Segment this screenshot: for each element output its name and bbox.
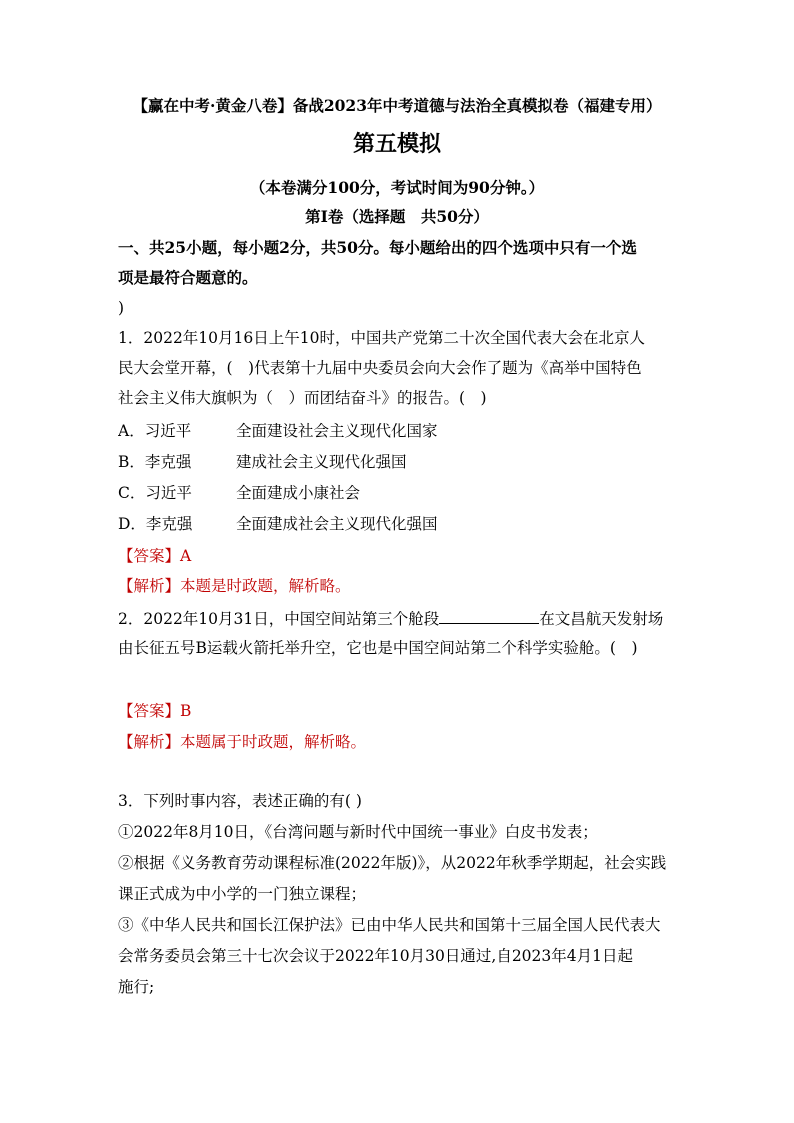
answer-label: 【答案】 (118, 547, 181, 565)
question-1-option-a (118, 421, 678, 441)
series-title: 【赢在中考·黄金八卷】备战2023年中考道德与法治全真模拟卷（福建专用） (132, 96, 662, 115)
answer-value: A (180, 547, 192, 565)
question-1-line2: 民大会堂开幕，( )代表第十九届中央委员会向大会作了题为《高举中国特色 (118, 359, 642, 377)
question-2-analysis (118, 732, 678, 752)
option-letter: D．李克强 (118, 515, 193, 533)
answer-label: 【答案】 (118, 702, 181, 720)
question-1-answer (118, 546, 678, 566)
question-3-line5: ③《中华人民共和国长江保护法》已由中华人民共和国第十三届全国人民代表大 (118, 916, 661, 934)
question-3-line1: 3．下列时事内容，表述正确的有( ) (118, 792, 362, 810)
answer-blank (439, 608, 539, 624)
section-instructions-line1: 一、共25小题，每小题2分，共50分。每小题给出的四个选项中只有一个选 (118, 238, 637, 257)
question-2-answer (118, 701, 678, 721)
question-1-line3: 社会主义伟大旗帜为（ ）而团结奋斗》的报告。( ) (118, 389, 487, 407)
question-3-line2: ①2022年8月10日，《台湾问题与新时代中国统一事业》白皮书发表； (118, 823, 598, 841)
part-title: 第I卷（选择题 共50分） (305, 207, 489, 226)
question-1-option-b (118, 452, 678, 472)
analysis-label: 【解析】 (118, 733, 181, 751)
exam-note: （本卷满分100分，考试时间为90分钟。） (249, 178, 545, 197)
stray-mark: ) (118, 299, 125, 317)
paper-title: 第五模拟 (352, 131, 441, 157)
option-letter: A．习近平 (118, 422, 192, 440)
analysis-label: 【解析】 (118, 577, 181, 595)
question-2-line1 (118, 608, 678, 629)
question-2-line2: 由长征五号B运载火箭托举升空，它也是中国空间站第二个科学实验舱。( ) (118, 639, 638, 657)
question-3-line7: 施行; (118, 978, 155, 996)
question-2-text-post: 在文昌航天发射场 (539, 610, 664, 628)
option-text: 建成社会主义现代化强国 (236, 453, 407, 471)
question-2-text-pre: 2．2022年10月31日，中国空间站第三个舱段 (118, 610, 440, 628)
question-3-line4: 课正式成为中小学的一门独立课程； (118, 885, 367, 903)
question-1-line1: 1．2022年10月16日上午10时，中国共产党第二十次全国代表大会在北京人 (118, 329, 645, 347)
analysis-text: 本题是时政题，解析略。 (180, 577, 351, 595)
option-text: 全面建设社会主义现代化国家 (236, 422, 438, 440)
option-text: 全面建成社会主义现代化强国 (236, 515, 438, 533)
option-letter: B．李克强 (118, 453, 192, 471)
analysis-text: 本题属于时政题，解析略。 (180, 733, 367, 751)
question-1-analysis (118, 576, 678, 596)
question-3-line6: 会常务委员会第三十七次会议于2022年10月30日通过,自2023年4月1日起 (118, 947, 633, 965)
option-text: 全面建成小康社会 (236, 484, 361, 502)
question-1-option-c (118, 483, 678, 503)
answer-value: B (180, 702, 192, 720)
question-3-line3: ②根据《义务教育劳动课程标准(2022年版)》，从2022年秋季学期起，社会实践 (118, 854, 667, 872)
option-letter: C．习近平 (118, 484, 192, 502)
question-1-option-d (118, 514, 678, 534)
section-instructions-line2: 项是最符合题意的。 (118, 268, 258, 287)
